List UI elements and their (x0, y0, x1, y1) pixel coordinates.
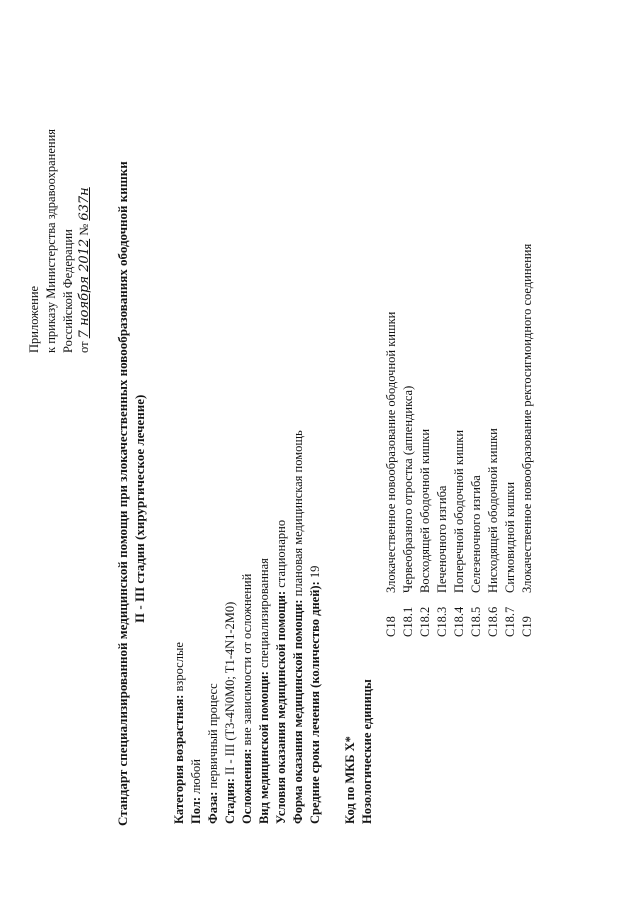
icd-code-row: C18.4Поперечной ободочной кишки (452, 429, 466, 637)
icd-code-row: C18.1Червеобразного отростка (аппендикса) (401, 385, 415, 637)
icd-code-row: C18.2Восходящей ободочной кишки (418, 428, 432, 637)
document-title-line-2: II - III стадии (хирургическое лечение) (132, 394, 147, 623)
param-care-conditions: Условия оказания медицинской помощи: стационарно (274, 519, 288, 824)
handwritten-date: 7 ноября 2012 (77, 238, 92, 339)
appendix-line-2: к приказу Министерства здравоохранения (44, 128, 58, 353)
icd-code-row: C18Злокачественное новообразование ободочной кишки (384, 311, 398, 637)
param-age: Категория возрастная: взрослые (172, 642, 186, 824)
icd-code-row: C18.3Печеночного изгиба (435, 485, 449, 637)
nosology-label: Нозологические единицы (360, 679, 374, 824)
icd-code-row: C18.6Нисходящей ободочной кишки (486, 428, 500, 637)
param-duration: Средние сроки лечения (количество дней): 19 (308, 565, 322, 824)
number-prefix: № (77, 223, 91, 236)
appendix-line-1: Приложение (27, 285, 41, 353)
param-sex: Пол: любой (189, 759, 203, 824)
document-title-line-1: Стандарт специализированной медицинской помощи при злокачественных новообразованиях ободочной кишки (115, 161, 130, 826)
icd-code-row: C18.7Сигмовидной кишки (503, 481, 517, 637)
mkb-code-label: Код по МКБ X* (343, 736, 357, 824)
param-phase: Фаза: первичный процесс (206, 683, 220, 824)
param-care-type: Вид медицинской помощи: специализированная (257, 558, 271, 824)
param-complications: Осложнения: вне зависимости от осложнений (240, 573, 254, 824)
appendix-date-line (77, 187, 92, 353)
handwritten-number: 637н (77, 187, 92, 221)
icd-code-row: C18.5Селезеночного изгиба (469, 475, 483, 637)
param-care-form: Форма оказания медицинской помощи: плановая медицинская помощь (291, 430, 305, 824)
param-stage: Стадия: II - III (T3-4N0M0; T1-4N1-2M0) (223, 601, 237, 824)
appendix-line-3: Российской Федерации (61, 229, 75, 353)
icd-code-row: C19Злокачественное новообразование ректосигмоидного соединения (520, 243, 534, 637)
date-prefix: от (77, 341, 91, 353)
